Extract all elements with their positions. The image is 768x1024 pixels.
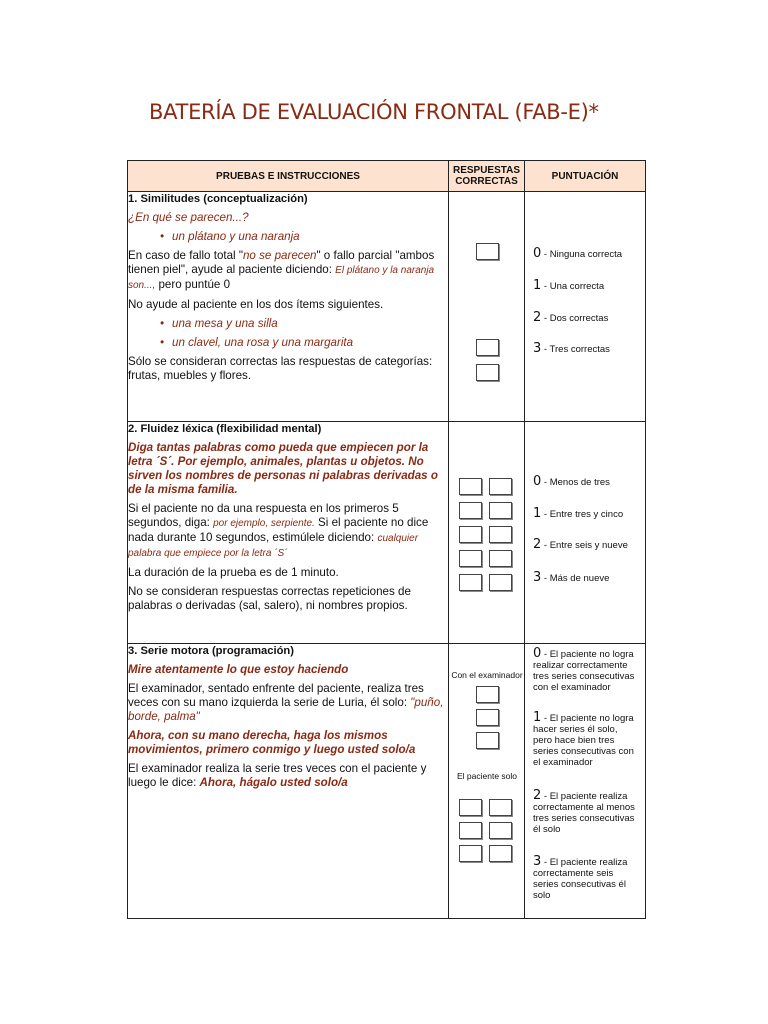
header-instructions: PRUEBAS E INSTRUCCIONES — [128, 161, 449, 192]
answer-checkbox[interactable] — [489, 799, 512, 816]
section-serie-motora — [128, 644, 646, 919]
note-text: Sólo se consideran correctas las respuestas de categorías: frutas, muebles y flores. — [128, 355, 433, 382]
section-title: 1. Similitudes (conceptualización) — [128, 193, 308, 205]
answer-checkbox[interactable] — [459, 526, 482, 543]
fluidez-scores — [525, 422, 646, 644]
answer-checkbox[interactable] — [459, 845, 482, 862]
serie-motora-scores — [525, 644, 646, 919]
answer-checkbox[interactable] — [459, 574, 482, 591]
similitudes-scores — [525, 192, 646, 422]
score-option: 3 - Más de nueve — [533, 570, 610, 585]
answer-checkbox[interactable] — [489, 550, 512, 567]
score-option: 0 - Menos de tres — [533, 474, 610, 489]
answer-checkbox[interactable] — [489, 526, 512, 543]
serie-motora-instructions — [128, 644, 449, 919]
answer-checkbox[interactable] — [459, 502, 482, 519]
answer-checkbox[interactable] — [476, 339, 499, 356]
score-option: 1 - El paciente no logra hacer series él solo, pero hace bien tres series consecutivas con el examinador — [533, 710, 634, 768]
score-option: 2 - Entre seis y nueve — [533, 537, 628, 552]
section-similitudes — [128, 192, 646, 422]
fluidez-instructions — [128, 422, 449, 644]
answer-checkbox[interactable] — [489, 502, 512, 519]
duration-text: La duración de la prueba es de 1 minuto. — [128, 566, 339, 579]
similitudes-instructions — [128, 192, 449, 422]
section-title: 2. Fluidez léxica (flexibilidad mental) — [128, 423, 322, 435]
answer-checkbox[interactable] — [459, 550, 482, 567]
answer-checkbox[interactable] — [459, 799, 482, 816]
item-text: • un clavel, una rosa y una margarita — [128, 336, 448, 350]
instruction-text: Mire atentamente lo que estoy haciendo — [128, 663, 349, 676]
answer-checkbox[interactable] — [476, 686, 499, 703]
item-text: • una mesa y una silla — [128, 317, 448, 331]
answer-checkbox[interactable] — [489, 845, 512, 862]
instruction-text: Diga tantas palabras como pueda que empiecen por la letra ´S´. Por ejemplo, animales, plantas u objetos. No sirven los nombres de personas ni palabras derivadas o de la misma familia. — [128, 441, 438, 496]
score-option: 3 - Tres correctas — [533, 341, 610, 356]
answer-checkbox[interactable] — [476, 243, 499, 260]
answer-checkbox[interactable] — [459, 478, 482, 495]
section-fluidez — [128, 422, 646, 644]
answer-checkbox[interactable] — [459, 822, 482, 839]
score-option: 0 - Ninguna correcta — [533, 246, 623, 261]
header-correct-answers: RESPUESTAS CORRECTAS — [449, 161, 525, 192]
serie-motora-answers — [449, 644, 525, 919]
fail-instruction: En caso de fallo total "no se parecen" o fallo parcial "ambos tienen piel", ayude al paciente diciendo: El plátano y la naranja son..., pero puntúe 0 — [128, 249, 435, 291]
answer-checkbox[interactable] — [476, 709, 499, 726]
section-title: 3. Serie motora (programación) — [128, 645, 294, 657]
table-header-row — [128, 161, 646, 192]
header-score: PUNTUACIÓN — [525, 161, 646, 192]
fluidez-answers — [449, 422, 525, 644]
caption-patient-alone: El paciente solo — [456, 771, 517, 781]
caption-with-examiner: Con el examinador — [451, 670, 523, 680]
answer-checkbox[interactable] — [489, 478, 512, 495]
answer-checkbox[interactable] — [476, 364, 499, 381]
fab-table — [127, 160, 646, 919]
prompt-text: Si el paciente no da una respuesta en los primeros 5 segundos, diga: por ejemplo, serpiente. Si el paciente no dice nada durante 10 segundos, estimúlele diciendo: cualquier palabra que empiece por la letra ´S´ — [128, 502, 429, 559]
answer-checkbox[interactable] — [476, 732, 499, 749]
no-help-text: No ayude al paciente en los dos ítems siguientes. — [128, 298, 384, 311]
score-option: 1 - Entre tres y cinco — [533, 506, 624, 521]
procedure-text: El examinador realiza la serie tres veces con el paciente y luego le dice: Ahora, hágalo usted solo/a — [128, 762, 427, 789]
question-text: ¿En qué se parecen...? — [128, 211, 249, 224]
score-option: 2 - Dos correctas — [533, 310, 609, 325]
similitudes-answers — [449, 192, 525, 422]
document-title: BATERÍA DE EVALUACIÓN FRONTAL (FAB-E)* — [149, 100, 599, 124]
instruction-text: Ahora, con su mano derecha, haga los mismos movimientos, primero conmigo y luego usted solo/a — [128, 729, 416, 756]
answer-checkbox[interactable] — [489, 822, 512, 839]
item-text: • un plátano y una naranja — [128, 230, 448, 244]
score-option: 1 - Una correcta — [533, 278, 605, 293]
score-option: 0 - El paciente no logra realizar correctamente tres series consecutivas con el examinador — [533, 646, 635, 693]
note-text: No se consideran respuestas correctas repeticiones de palabras o derivadas (sal, salero), ni nombres propios. — [128, 585, 411, 612]
score-option: 2 - El paciente realiza correctamente al menos tres series consecutivas él solo — [533, 788, 635, 835]
score-option: 3 - El paciente realiza correctamente seis series consecutivas él solo — [533, 854, 628, 901]
procedure-text: El examinador, sentado enfrente del paciente, realiza tres veces con su mano izquierda la serie de Luria, él solo: "puño, borde, palma" — [128, 682, 444, 723]
answer-checkbox[interactable] — [489, 574, 512, 591]
